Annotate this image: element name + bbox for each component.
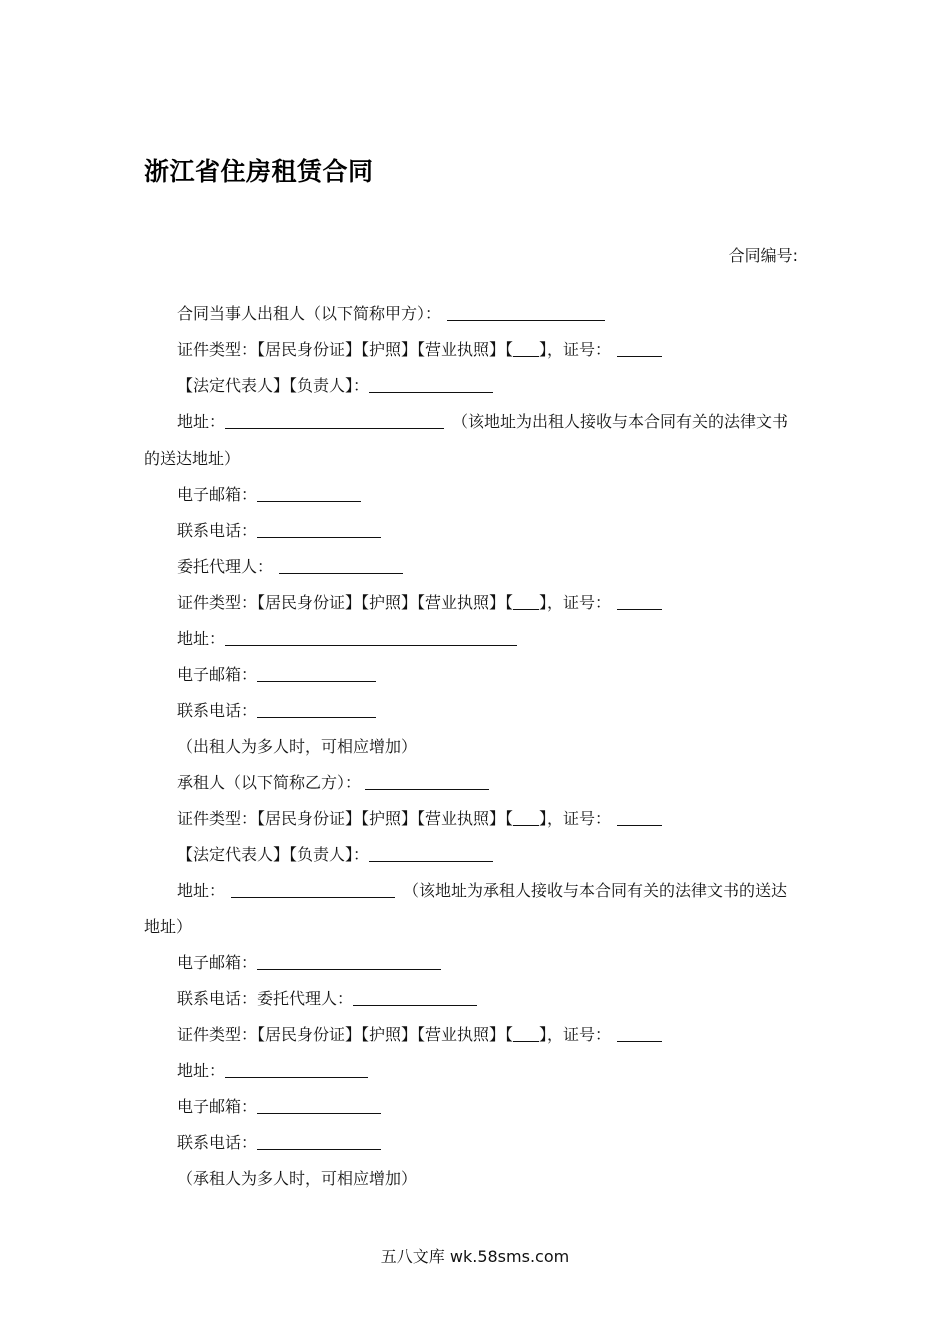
lessee-address-note-cont: 地址）: [144, 917, 193, 936]
lessor-agent-address-field[interactable]: [225, 629, 517, 646]
lessor-rep-label: 【法定代表人】【负责人】：: [177, 376, 370, 395]
lessee-phone-agent-line: [177, 988, 477, 1010]
lessee-address-label: 地址：: [177, 881, 226, 900]
lessee-id-number-field[interactable]: [617, 809, 662, 826]
lessee-multi-note: （承租人为多人时，可相应增加）: [177, 1169, 418, 1188]
lessee-name-field[interactable]: [365, 773, 489, 790]
document-title: 浙江省住房租赁合同: [144, 157, 374, 186]
lessor-agent-label: 委托代理人：: [177, 557, 274, 576]
lessee-email-line: [177, 952, 441, 974]
lessee-agent-email-field[interactable]: [257, 1097, 381, 1114]
lessor-agent-phone-label: 联系电话：: [177, 701, 258, 720]
lessor-email-label: 电子邮箱：: [177, 485, 258, 504]
lessor-agent-field[interactable]: [279, 557, 403, 574]
lessee-email-label: 电子邮箱：: [177, 953, 258, 972]
lessee-address-line: [177, 880, 787, 902]
lessor-address-field[interactable]: [225, 412, 444, 429]
lessee-agent-email-label: 电子邮箱：: [177, 1097, 258, 1116]
lessee-agent-email-line: [177, 1096, 381, 1118]
lessor-agent-id-number-field[interactable]: [617, 593, 662, 610]
footer-watermark: 五八文库 wk.58sms.com: [380, 1247, 570, 1266]
lessor-id-line: [177, 339, 662, 361]
lessee-agent-phone-field[interactable]: [257, 1133, 381, 1150]
lessee-agent-phone-line: [177, 1132, 381, 1154]
lessor-id-other-field[interactable]: [513, 340, 539, 357]
lessee-id-type-close: 】，证号：: [539, 809, 612, 828]
lessee-agent-address-label: 地址：: [177, 1061, 226, 1080]
lessee-agent-phone-label: 联系电话：: [177, 1133, 258, 1152]
lessee-rep-field[interactable]: [369, 845, 493, 862]
lessee-agent-id-type-close: 】，证号：: [539, 1025, 612, 1044]
lessor-agent-address-line: [177, 628, 517, 650]
lessee-address-note: （该地址为承租人接收与本合同有关的法律文书的送达: [403, 881, 788, 900]
lessor-agent-phone-field[interactable]: [257, 701, 376, 718]
lessor-address-note: （该地址为出租人接收与本合同有关的法律文书: [452, 412, 789, 431]
lessee-agent-id-number-field[interactable]: [617, 1025, 662, 1042]
lessor-party-label: 合同当事人出租人（以下简称甲方）：: [177, 304, 442, 323]
lessor-agent-line: [177, 556, 403, 578]
lessee-agent-id-line: [177, 1024, 662, 1046]
lessee-id-other-field[interactable]: [513, 809, 539, 826]
lessee-agent-address-field[interactable]: [225, 1061, 368, 1078]
lessor-id-number-field[interactable]: [617, 340, 662, 357]
lessor-id-type-close: 】，证号：: [539, 340, 612, 359]
lessee-rep-line: [177, 844, 493, 866]
lessor-address-label: 地址：: [177, 412, 226, 431]
lessor-email-line: [177, 484, 361, 506]
lessor-rep-field[interactable]: [369, 376, 493, 393]
lessor-agent-email-line: [177, 664, 376, 686]
lessor-agent-id-type-close: 】，证号：: [539, 593, 612, 612]
lessor-email-field[interactable]: [257, 485, 361, 502]
lessor-multi-note: （出租人为多人时，可相应增加）: [177, 737, 418, 756]
lessee-id-line: [177, 808, 662, 830]
lessee-agent-id-type-label: 证件类型：【居民身份证】【护照】【营业执照】【: [177, 1025, 514, 1044]
lessee-email-field[interactable]: [257, 953, 441, 970]
lessor-party-line: [177, 303, 605, 325]
lessee-agent-field[interactable]: [353, 989, 477, 1006]
lessee-agent-address-line: [177, 1060, 368, 1082]
lessor-phone-line: [177, 520, 381, 542]
lessee-party-label: 承租人（以下简称乙方）：: [177, 773, 362, 792]
lessee-party-line: [177, 772, 489, 794]
lessor-agent-address-label: 地址：: [177, 629, 226, 648]
lessor-phone-label: 联系电话：: [177, 521, 258, 540]
lessee-agent-id-other-field[interactable]: [513, 1025, 539, 1042]
lessee-rep-label: 【法定代表人】【负责人】：: [177, 845, 370, 864]
lessor-id-type-label: 证件类型：【居民身份证】【护照】【营业执照】【: [177, 340, 514, 359]
lessor-agent-id-other-field[interactable]: [513, 593, 539, 610]
lessor-address-note-cont: 的送达地址）: [144, 449, 241, 468]
lessor-name-field[interactable]: [447, 304, 605, 321]
lessor-phone-field[interactable]: [257, 521, 381, 538]
contract-number-label: 合同编号:: [728, 246, 798, 265]
lessor-rep-line: [177, 375, 493, 397]
lessee-address-field[interactable]: [231, 881, 395, 898]
lessee-phone-agent-label: 联系电话：委托代理人：: [177, 989, 354, 1008]
lessor-agent-id-type-label: 证件类型：【居民身份证】【护照】【营业执照】【: [177, 593, 514, 612]
lessor-agent-email-label: 电子邮箱：: [177, 665, 258, 684]
lessor-agent-email-field[interactable]: [257, 665, 376, 682]
lessee-id-type-label: 证件类型：【居民身份证】【护照】【营业执照】【: [177, 809, 514, 828]
lessor-agent-phone-line: [177, 700, 376, 722]
lessor-address-line: [177, 411, 788, 433]
lessor-agent-id-line: [177, 592, 662, 614]
